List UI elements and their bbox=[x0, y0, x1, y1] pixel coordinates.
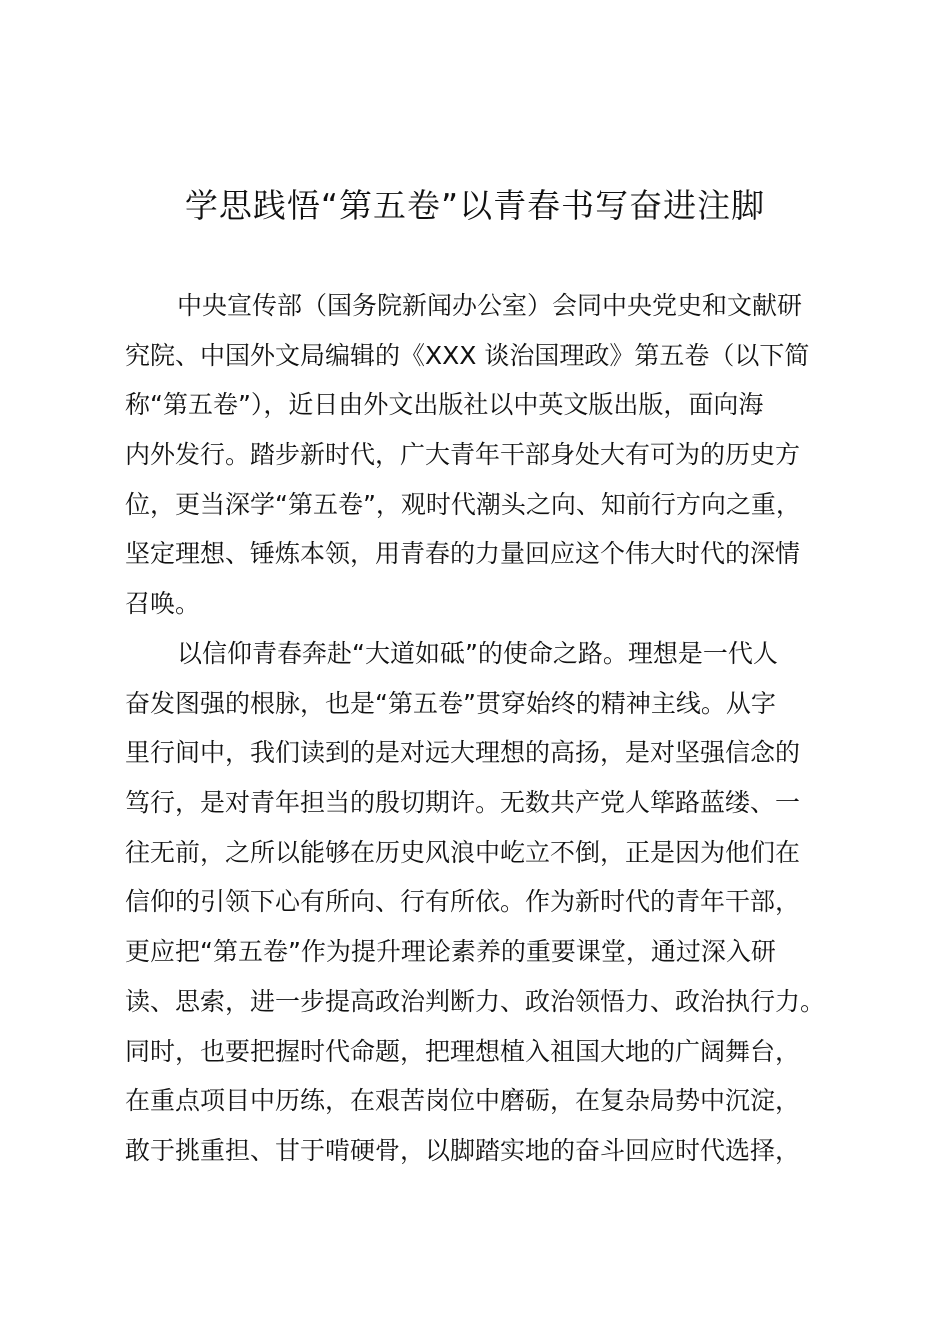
text-line: 位，更当深学“第五卷”，观时代潮头之向、知前行方向之重， bbox=[125, 489, 801, 519]
text-line: 究院、中国外文局编辑的《XXX 谈治国理政》第五卷（以下简 bbox=[125, 340, 810, 370]
text-line: 同时，也要把握时代命题，把理想植入祖国大地的广阔舞台， bbox=[125, 1036, 801, 1066]
text-line: 信仰的引领下心有所向、行有所依。作为新时代的青年干部， bbox=[125, 887, 801, 917]
text-line: 往无前，之所以能够在历史风浪中屹立不倒，正是因为他们在 bbox=[125, 837, 801, 867]
text-line: 称“第五卷”），近日由外文出版社以中英文版出版，面向海 bbox=[125, 390, 764, 420]
paragraph-2 bbox=[125, 629, 845, 1176]
document-title: 学思践悟“第五卷”以青春书写奋进注脚 bbox=[184, 186, 766, 225]
text-line: 以信仰青春奔赴“大道如砥”的使命之路。理想是一代人 bbox=[177, 639, 778, 668]
text-line: 奋发图强的根脉，也是“第五卷”贯穿始终的精神主线。从字 bbox=[125, 688, 776, 718]
text-line: 更应把“第五卷”作为提升理论素养的重要课堂，通过深入研 bbox=[125, 937, 776, 967]
text-line: 敢于挑重担、甘于啃硬骨，以脚踏实地的奋斗回应时代选择， bbox=[125, 1135, 801, 1165]
text-line: 中央宣传部（国务院新闻办公室）会同中央党史和文献研 bbox=[177, 291, 803, 320]
text-line: 读、思索，进一步提高政治判断力、政治领悟力、政治执行力。 bbox=[125, 986, 826, 1016]
text-line: 里行间中，我们读到的是对远大理想的高扬，是对坚强信念的 bbox=[125, 738, 801, 768]
text-line: 召唤。 bbox=[125, 589, 201, 619]
text-line: 在重点项目中历练，在艰苦岗位中磨砺，在复杂局势中沉淀， bbox=[125, 1086, 801, 1116]
text-line: 坚定理想、锤炼本领，用青春的力量回应这个伟大时代的深情 bbox=[125, 539, 801, 569]
text-line: 笃行，是对青年担当的殷切期许。无数共产党人筚路蓝缕、一 bbox=[125, 788, 801, 818]
paragraph-1 bbox=[125, 281, 845, 629]
text-line: 内外发行。踏步新时代，广大青年干部身处大有可为的历史方 bbox=[125, 440, 801, 470]
